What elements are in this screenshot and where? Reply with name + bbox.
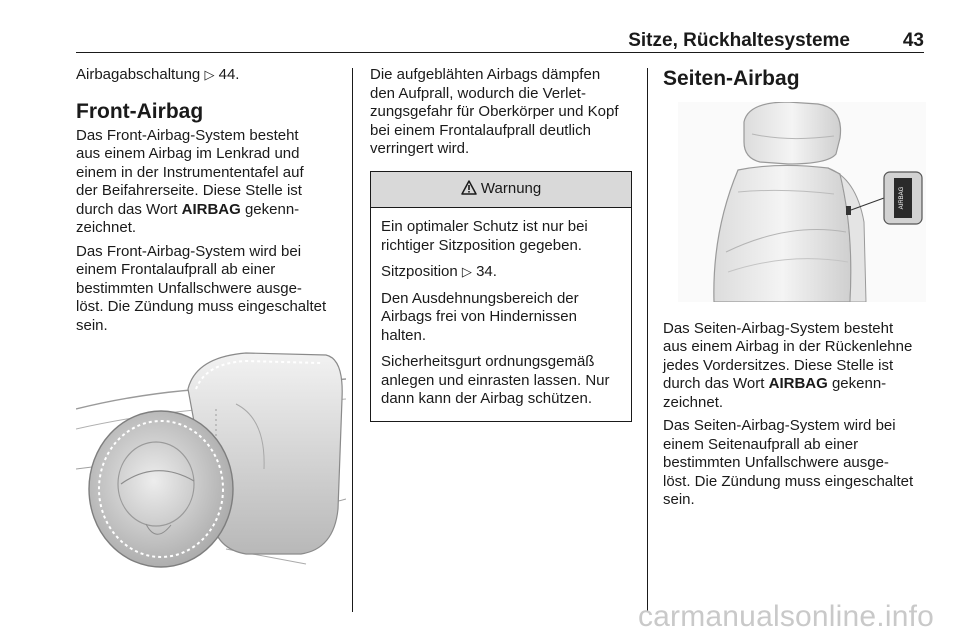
- line: jedes Vordersitzes. Diese Stelle ist: [663, 356, 894, 374]
- warning-title: Warnung: [480, 179, 542, 197]
- warning-paragraph-4: [381, 353, 621, 409]
- line: löst. Die Zündung muss eingeschaltet: [663, 472, 914, 490]
- line: anlegen und einrasten lassen. Nur: [381, 371, 610, 389]
- watermark: carmanualsonline.info: [637, 600, 934, 633]
- warning-paragraph-2: [381, 263, 621, 282]
- intro-line: [76, 66, 346, 85]
- column-middle: [370, 66, 632, 422]
- warning-body: [371, 208, 631, 421]
- line: durch das Wort: [76, 200, 182, 218]
- arrow-right-icon: ▷: [461, 264, 472, 279]
- airbag-label-text: AIRBAG: [899, 186, 905, 210]
- warning-box: [370, 171, 632, 422]
- line: einem in der Instrumententafel auf: [76, 163, 304, 181]
- column-divider-2: [647, 68, 648, 612]
- line: aus einem Airbag im Lenkrad und: [76, 145, 300, 162]
- warning-paragraph-1: [381, 218, 621, 255]
- page-number: 43: [902, 30, 924, 51]
- header-rule: [76, 52, 924, 53]
- side-airbag-paragraph-1: [663, 320, 931, 413]
- line: Das Seiten-Airbag-System wird bei: [663, 417, 896, 434]
- front-airbag-heading: Front-Airbag: [76, 99, 204, 123]
- front-airbag-image: [76, 349, 346, 574]
- airbag-effect-paragraph: [370, 66, 632, 159]
- arrow-right-icon: ▷: [204, 67, 215, 82]
- side-airbag-heading: Seiten-Airbag: [663, 67, 800, 90]
- warning-paragraph-3: [381, 290, 621, 346]
- line: richtiger Sitzposition gegeben.: [381, 236, 582, 254]
- line: gekenn-: [240, 200, 300, 218]
- line: Die aufgeblähten Airbags dämpfen: [370, 66, 601, 83]
- column-divider-1: [352, 68, 353, 612]
- page-header-title: Sitze, Rückhaltesysteme: [628, 30, 850, 51]
- front-airbag-paragraph-1: [76, 127, 346, 238]
- line: verringert wird.: [370, 140, 470, 157]
- line: gekenn-: [827, 375, 887, 392]
- side-airbag-image: [678, 102, 926, 302]
- front-airbag-illustration: [76, 349, 346, 580]
- warning-header: [371, 172, 631, 209]
- warning-triangle-icon: [461, 180, 477, 195]
- line: Airbags frei von Hindernissen: [381, 308, 577, 325]
- line: sein.: [76, 316, 108, 334]
- side-airbag-paragraph-2: [663, 417, 931, 510]
- column-left: [76, 66, 346, 580]
- line: zungsgefahr für Oberkörper und Kopf: [370, 103, 619, 120]
- line: löst. Die Zündung muss eingeschaltet: [76, 298, 327, 315]
- line: Sicherheitsgurt ordnungsgemäß: [381, 353, 595, 370]
- front-airbag-paragraph-2: [76, 243, 346, 336]
- line: den Aufprall, wodurch die Verlet-: [370, 84, 586, 102]
- airbag-keyword: AIRBAG: [768, 375, 828, 392]
- line: bestimmten Unfallschwere ausge-: [76, 279, 302, 297]
- line: zeichnet.: [663, 393, 724, 411]
- line: zeichnet.: [76, 219, 137, 236]
- line: einem Seitenaufprall ab einer: [663, 435, 859, 453]
- line: aus einem Airbag in der Rückenlehne: [663, 338, 913, 355]
- line: bestimmten Unfallschwere ausge-: [663, 454, 889, 471]
- line: dann kann der Airbag schützen.: [381, 390, 592, 407]
- column-right: [663, 66, 931, 515]
- line: 34.: [476, 263, 497, 280]
- side-airbag-illustration: [678, 102, 931, 308]
- line: der Beifahrerseite. Diese Stelle ist: [76, 182, 302, 199]
- line: sein.: [663, 491, 695, 508]
- airbag-keyword: AIRBAG: [181, 200, 241, 218]
- line: Ein optimaler Schutz ist nur bei: [381, 218, 588, 235]
- line: bei einem Frontalaufprall deutlich: [370, 121, 591, 139]
- line: einem Frontalaufprall ab einer: [76, 261, 276, 278]
- intro-ref: 44.: [218, 66, 240, 83]
- line: Das Seiten-Airbag-System besteht: [663, 319, 894, 337]
- line: Sitzposition: [381, 263, 458, 280]
- line: Das Front-Airbag-System wird bei: [76, 242, 302, 260]
- line: halten.: [381, 326, 427, 344]
- line: Den Ausdehnungsbereich der: [381, 289, 579, 307]
- intro-text: Airbagabschaltung: [76, 66, 201, 83]
- line: Das Front-Airbag-System besteht: [76, 126, 299, 144]
- line: durch das Wort: [663, 375, 769, 392]
